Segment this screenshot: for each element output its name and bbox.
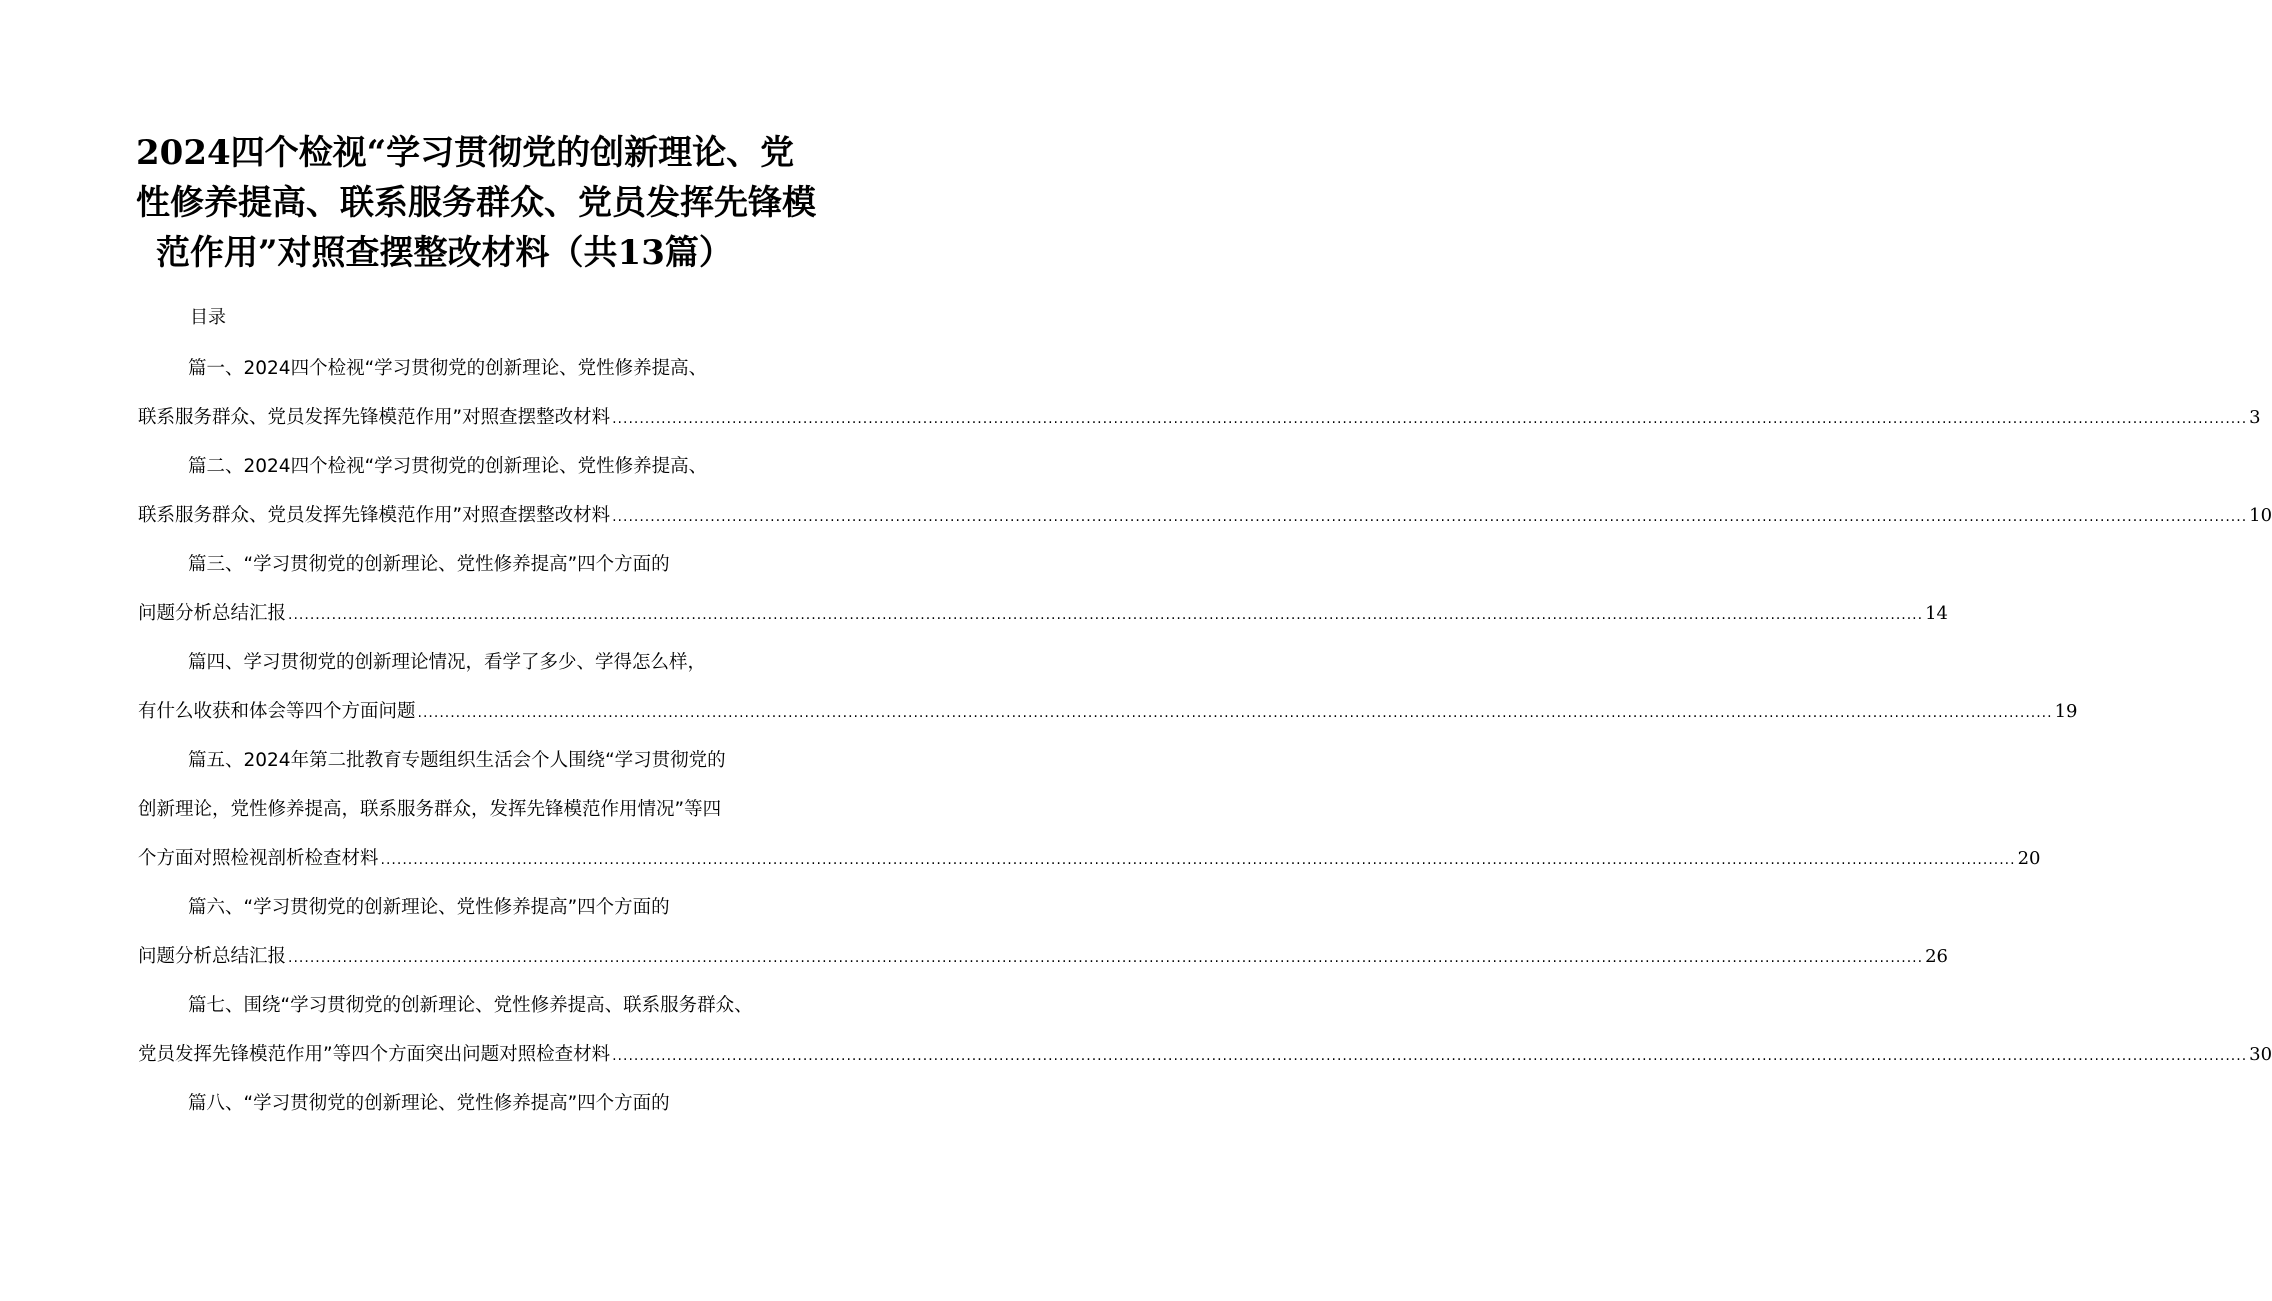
toc-entry-line: 篇五、2024年第二批教育专题组织生活会个人围绕“学习贯彻党的: [188, 750, 726, 771]
toc-entry-line: 篇一、2024四个检视“学习贯彻党的创新理论、党性修养提高、: [188, 358, 708, 379]
toc-entry[interactable]: [138, 1079, 786, 1128]
toc-entry-line: 创新理论，党性修养提高，联系服务群众，发挥先锋模范作用情况”等四: [138, 799, 722, 820]
toc-entry-line: 篇七、围绕“学习贯彻党的创新理论、党性修养提高、联系服务群众、: [188, 995, 753, 1016]
dot-leader: ............................................................................................................................................................................................................................................................................................................: [380, 852, 2016, 868]
toc-page-number: 20: [2017, 848, 2041, 869]
toc-entry[interactable]: [138, 883, 1948, 981]
toc-entry-text: 党员发挥先锋模范作用”等四个方面突出问题对照检查材料: [138, 1044, 611, 1065]
toc-entry-text: 联系服务群众、党员发挥先锋模范作用”对照查摆整改材料: [138, 505, 611, 526]
dot-leader: ............................................................................................................................................................................................................................................................................................................: [417, 705, 2053, 721]
toc-entry-last-line: [138, 393, 2261, 442]
toc-entry-text: 联系服务群众、党员发挥先锋模范作用”对照查摆整改材料: [138, 407, 611, 428]
dot-leader: ............................................................................................................................................................................................................................................................................................................: [288, 950, 1924, 966]
title-line-2: 性修养提高、联系服务群众、党员发挥先锋模: [136, 183, 816, 223]
toc-entry-line: 篇二、2024四个检视“学习贯彻党的创新理论、党性修养提高、: [188, 456, 708, 477]
dot-leader: ............................................................................................................................................................................................................................................................................................................: [612, 509, 2248, 525]
toc-entry[interactable]: [138, 638, 2078, 736]
toc-entry-text: 有什么收获和体会等四个方面问题: [138, 701, 416, 722]
toc-page-number: 10: [2249, 505, 2272, 526]
toc-entry-last-line: [138, 491, 2272, 540]
toc-entry-line: 篇四、学习贯彻党的创新理论情况，看学了多少、学得怎么样，: [188, 652, 707, 673]
title-line-1: 2024四个检视“学习贯彻党的创新理论、党: [136, 133, 795, 173]
dot-leader: ............................................................................................................................................................................................................................................................................................................: [612, 1048, 2248, 1064]
dot-leader: ............................................................................................................................................................................................................................................................................................................: [288, 607, 1924, 623]
toc-entry-last-line: [138, 1030, 2272, 1079]
toc-entry-last-line: [138, 932, 1948, 981]
toc-page-number: 14: [1925, 603, 1948, 624]
toc-heading: 目录: [190, 307, 226, 328]
toc-entry-text: 问题分析总结汇报: [138, 946, 287, 967]
toc-entry[interactable]: [138, 540, 1948, 638]
toc-entry[interactable]: [138, 736, 2041, 883]
toc-entry[interactable]: [138, 981, 2272, 1079]
toc-page-number: 26: [1925, 946, 1948, 967]
toc-entry-last-line: [138, 589, 1948, 638]
toc-entry-line: 篇八、“学习贯彻党的创新理论、党性修养提高”四个方面的: [188, 1093, 670, 1114]
table-of-contents: [138, 344, 2272, 1128]
toc-entry[interactable]: [138, 344, 2261, 442]
title-line-3: 范作用”对照查摆整改材料（共13篇）: [156, 233, 733, 273]
dot-leader: ............................................................................................................................................................................................................................................................................................................: [612, 411, 2248, 427]
toc-entry-last-line: [138, 687, 2078, 736]
document-title: [136, 128, 816, 278]
toc-page-number: 19: [2054, 701, 2078, 722]
toc-entry[interactable]: [138, 442, 2272, 540]
toc-entry-text: 个方面对照检视剖析检查材料: [138, 848, 379, 869]
toc-entry-line: 篇六、“学习贯彻党的创新理论、党性修养提高”四个方面的: [188, 897, 670, 918]
toc-entry-line: 篇三、“学习贯彻党的创新理论、党性修养提高”四个方面的: [188, 554, 670, 575]
toc-page-number: 30: [2249, 1044, 2272, 1065]
toc-entry-text: 问题分析总结汇报: [138, 603, 287, 624]
toc-page-number: 3: [2249, 407, 2261, 428]
toc-entry-last-line: [138, 834, 2041, 883]
